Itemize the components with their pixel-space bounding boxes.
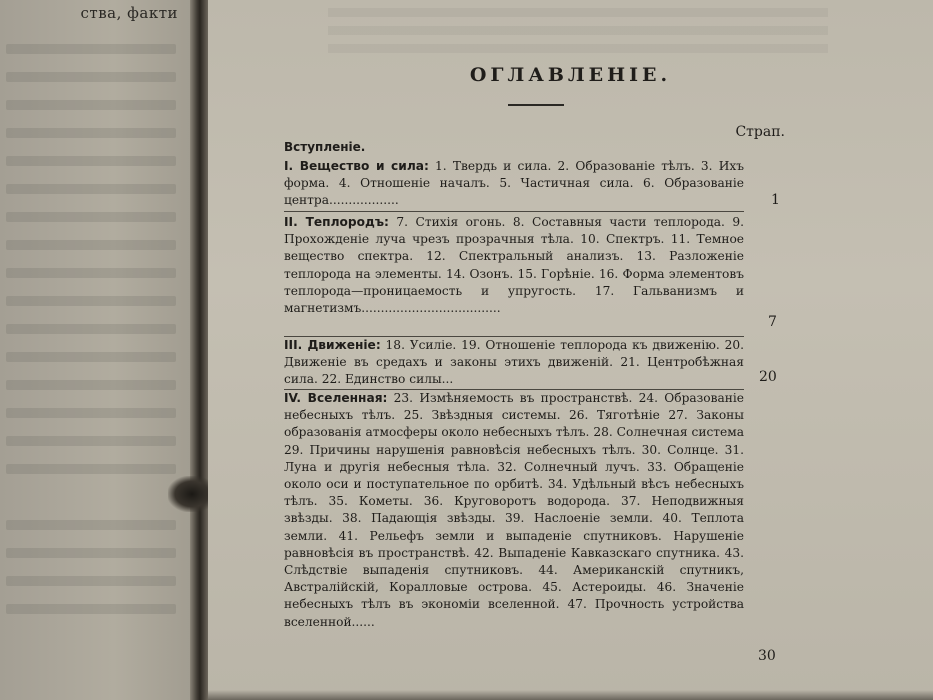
bleed-through-line <box>6 296 176 306</box>
left-page-text-fragment: ства, факти <box>80 4 178 22</box>
page-bottom-shadow <box>208 690 933 700</box>
toc-section-4 <box>284 390 744 631</box>
book-spine <box>190 0 208 700</box>
bleed-through-line <box>6 240 176 250</box>
section-text: 1. Твердь и сила. 2. Образованіе тѣлъ. 3. Ихъ форма. 4. Отношеніе началъ. 5. Частичная сила. 6. Образованіе центра.................. <box>284 159 745 208</box>
section-heading: II. Теплородъ: <box>284 215 389 229</box>
section-heading: III. Движеніе: <box>284 338 381 352</box>
title-underline <box>508 104 564 106</box>
pages-column-label: Страп. <box>735 124 785 140</box>
bleed-through-line <box>6 464 176 474</box>
bleed-through-line <box>6 44 176 54</box>
section-page-number: 1 <box>771 192 780 208</box>
toc-section-1 <box>284 158 744 210</box>
bleed-through-line <box>6 520 176 530</box>
bleed-through-line <box>6 100 176 110</box>
toc-title: ОГЛАВЛЕНІЕ. <box>469 64 672 86</box>
section-text: 7. Стихія огонь. 8. Составныя части теплорода. 9. Прохожденіе луча чрезъ прозрачныя тѣла. 10. Спектръ. 11. Темное вещество спектра. 12. Спектральный анализъ. 13. Разложеніе теплорода на элементы. 14. Озонъ. 15. Горѣніе. 16. Форма элементовъ теплорода—проницаемость и упругость. 17. Гальванизмъ и магнетизмъ.................................... <box>284 215 745 316</box>
toc-page <box>208 0 933 700</box>
bleed-through-line <box>6 352 176 362</box>
toc-intro-entry: Вступленіе. <box>284 140 366 154</box>
bleed-through-line <box>6 576 176 586</box>
section-text: 18. Усиліе. 19. Отношеніе теплорода къ движенію. 20. Движеніе въ средахъ и законы этихъ движеній. 21. Центробѣжная сила. 22. Единство силы... <box>284 338 744 387</box>
left-page <box>0 0 190 700</box>
bleed-through-line <box>6 324 176 334</box>
toc-section-2 <box>284 214 744 317</box>
bleed-through-line <box>6 380 176 390</box>
section-heading: IV. Вселенная: <box>284 391 388 405</box>
bleed-through-line <box>6 184 176 194</box>
bleed-through-line <box>6 604 176 614</box>
bleed-through-line <box>6 156 176 166</box>
toc-section-3 <box>284 337 744 389</box>
section-page-number: 7 <box>768 314 777 330</box>
bleed-through-line <box>6 72 176 82</box>
page-tear <box>168 476 208 512</box>
bleed-through-line <box>6 436 176 446</box>
bleed-through-line <box>6 212 176 222</box>
section-page-number: 20 <box>759 369 777 385</box>
section-text: 23. Измѣняемость въ пространствѣ. 24. Образованіе небесныхъ тѣлъ. 25. Звѣздныя системы. 26. Тяготѣніе 27. Законы образованія атмосферы около небесныхъ тѣлъ. 28. Солнечная система 29. Причины нарушенія равновѣсія небесныхъ тѣлъ. 30. Солнце. 31. Луна и другія небесныя тѣла. 32. Солнечный лучъ. 33. Обращеніе около оси и поступательное по орбитѣ. 34. Удѣльный вѣсъ небесныхъ тѣлъ. 35. Кометы. 36. Круговоротъ водорода. 37. Неподвижныя звѣзды. 38. Падающія звѣзды. 39. Наслоеніе земли. 40. Теплота земли. 41. Рельефъ земли и выпаденіе спутниковъ. Нарушеніе равновѣсія въ пространствѣ. 42. Выпаденіе Кавказскаго спутника. 43. Слѣдствіе выпаденія спутниковъ. 44. Американскій спутникъ, Австралійскій, Коралловые острова. 45. Астероиды. 46. Значеніе небесныхъ тѣлъ въ экономіи вселенной. 47. Прочность устройства вселенной...... <box>284 391 744 629</box>
section-heading: I. Вещество и сила: <box>284 159 429 173</box>
bleed-through-line <box>6 128 176 138</box>
bleed-through-text <box>328 8 828 56</box>
bleed-through-line <box>6 408 176 418</box>
section-page-number: 30 <box>758 648 776 664</box>
bleed-through-line <box>6 268 176 278</box>
bleed-through-line <box>6 548 176 558</box>
section-divider <box>284 211 744 212</box>
